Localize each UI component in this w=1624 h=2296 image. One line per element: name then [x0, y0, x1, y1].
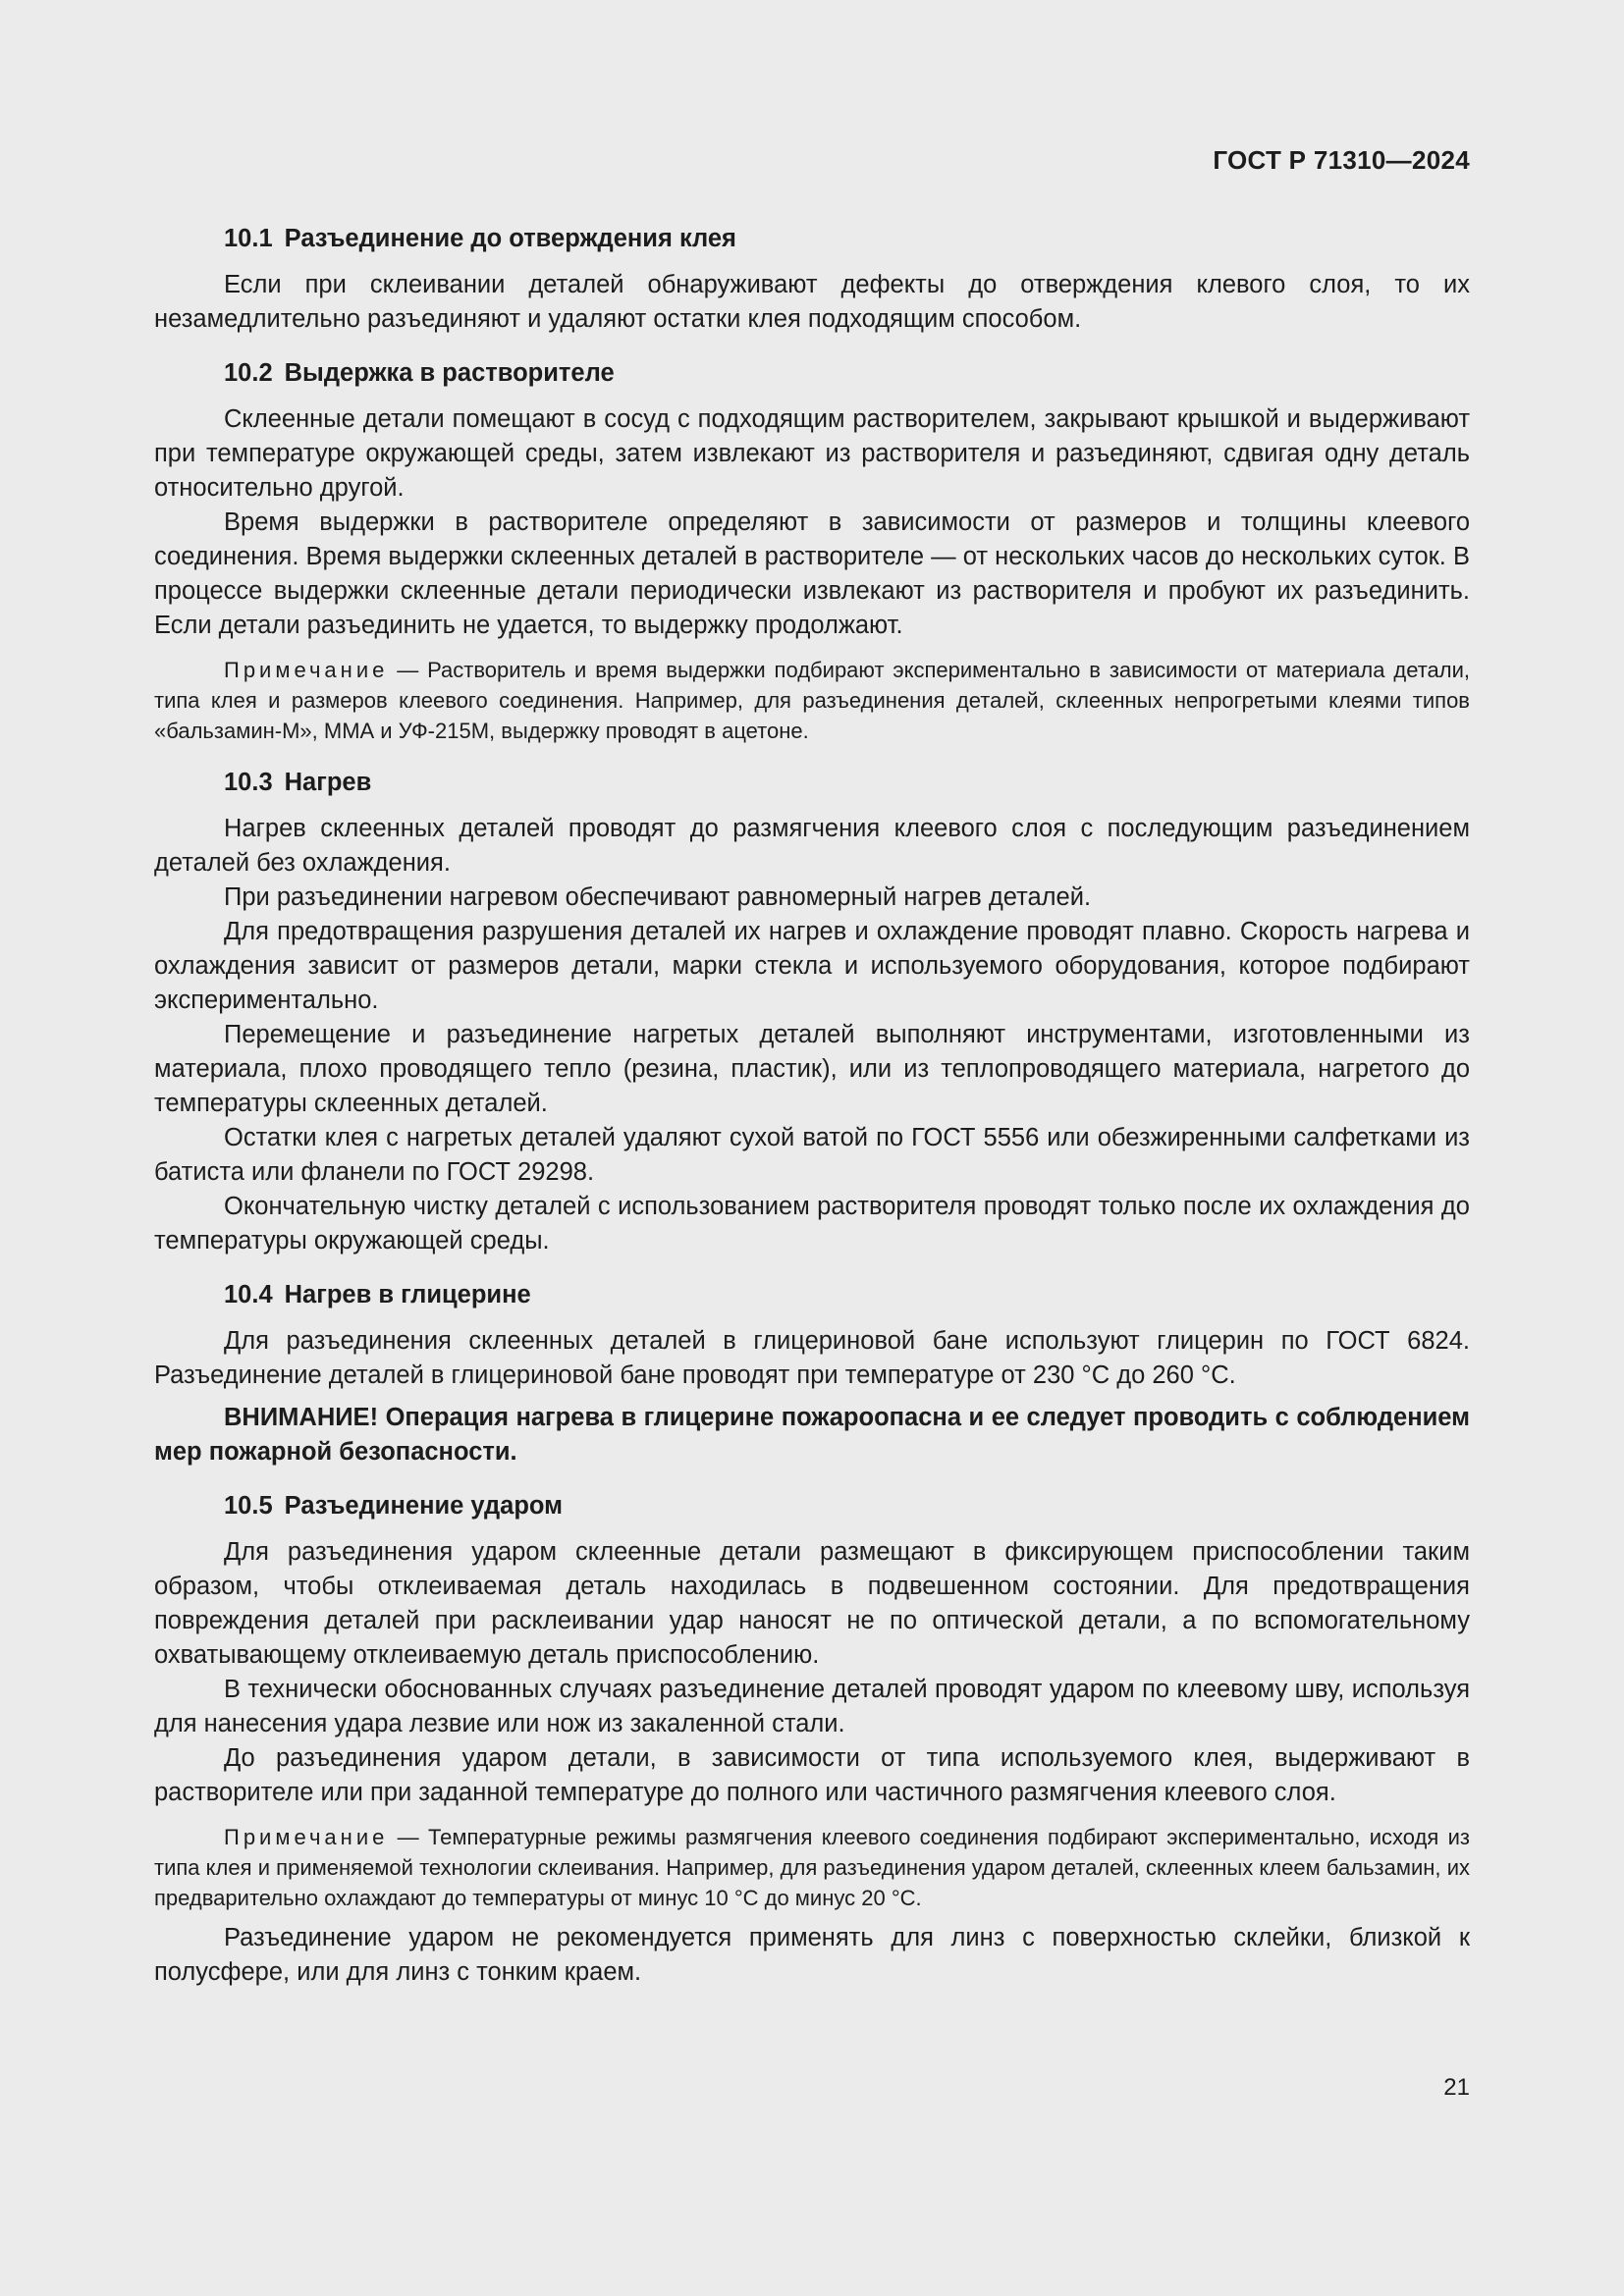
- section-title: Разъединение до отверждения клея: [284, 225, 736, 252]
- section-number: 10.5: [224, 1492, 273, 1520]
- paragraph: Для разъединения ударом склеенные детали размещают в фиксирующем приспособлении таким образом, чтобы отклеиваемая деталь находилась в подвешенном состоянии. Для предотвращения повреждения деталей при расклеивании удар наносят не по оптической детали, а по вспомогательному охватывающему отклеиваемую деталь приспособлению.: [154, 1538, 1470, 1669]
- paragraph: Склеенные детали помещают в сосуд с подходящим растворителем, закрывают крышкой и выдерживают при температуре окружающей среды, затем извлекают из растворителя и разъединяют, сдвигая одну деталь относительно другой.: [154, 405, 1470, 502]
- paragraph: Перемещение и разъединение нагретых деталей выполняют инструментами, изготовленными из материала, плохо проводящего тепло (резина, пластик), или из теплопроводящего материала, нагретого до температуры склеенных деталей.: [154, 1021, 1470, 1117]
- paragraph: Если при склеивании деталей обнаруживают дефекты до отверждения клевого слоя, то их незамедлительно разъединяют и удаляют остатки клея подходящим способом.: [154, 271, 1470, 333]
- note-label: Примечание: [224, 658, 389, 682]
- paragraph: При разъединении нагревом обеспечивают равномерный нагрев деталей.: [224, 883, 1092, 911]
- document-body: [154, 222, 1470, 1990]
- note-text: — Растворитель и время выдержки подбирают экспериментально в зависимости от материала детали, типа клея и размеров клеевого соединения. Например, для разъединения деталей, склеенных непрогретыми клеями типов «бальзамин-М», ММА и УФ-215М, выдержку проводят в ацетоне.: [154, 658, 1470, 743]
- section-number: 10.2: [224, 359, 273, 387]
- document-header: ГОСТ Р 71310—2024: [1213, 145, 1470, 175]
- note: [154, 1822, 1470, 1913]
- section-heading: [154, 766, 1470, 800]
- page-number: 21: [1443, 2074, 1470, 2101]
- note: [154, 655, 1470, 746]
- section-heading: [154, 1489, 1470, 1523]
- paragraph: Время выдержки в растворителе определяют в зависимости от размеров и толщины клеевого соединения. Время выдержки склеенных деталей в растворителе — от нескольких часов до нескольких суток. В процессе выдержки склеенные детали периодически извлекают из растворителя и пробуют их разъединить. Если детали разъединить не удается, то выдержку продолжают.: [154, 508, 1470, 639]
- paragraph: В технически обоснованных случаях разъединение деталей проводят ударом по клеевому шву, используя для нанесения удара лезвие или нож из закаленной стали.: [154, 1676, 1470, 1737]
- section-number: 10.4: [224, 1281, 273, 1308]
- document-page: [154, 0, 1470, 2296]
- section-title: Нагрев в глицерине: [284, 1281, 531, 1308]
- paragraph: Для разъединения склеенных деталей в глицериновой бане используют глицерин по ГОСТ 6824. Разъединение деталей в глицериновой бане проводят при температуре от 230 °С до 260 °С.: [154, 1327, 1470, 1389]
- section-title: Выдержка в растворителе: [284, 359, 615, 387]
- note-label: Примечание: [224, 1825, 389, 1849]
- section-heading: [154, 1278, 1470, 1312]
- note-text: — Температурные режимы размягчения клеевого соединения подбирают экспериментально, исходя из типа клея и применяемой технологии склеивания. Например, для разъединения ударом деталей, склеенных клеем бальзамин, их предварительно охлаждают до температуры от минус 10 °С до минус 20 °С.: [154, 1825, 1470, 1910]
- section-heading: [154, 356, 1470, 391]
- section-number: 10.1: [224, 225, 273, 252]
- section-number: 10.3: [224, 769, 273, 796]
- paragraph: Для предотвращения разрушения деталей их нагрев и охлаждение проводят плавно. Скорость нагрева и охлаждения зависит от размеров детали, марки стекла и используемого оборудования, которое подбирают экспериментально.: [154, 918, 1470, 1014]
- section-heading: [154, 222, 1470, 256]
- section-title: Разъединение ударом: [284, 1492, 564, 1520]
- paragraph: Разъединение ударом не рекомендуется применять для линз с поверхностью склейки, близкой к полусфере, или для линз с тонким краем.: [154, 1924, 1470, 1986]
- paragraph: Остатки клея с нагретых деталей удаляют сухой ватой по ГОСТ 5556 или обезжиренными салфетками из батиста или фланели по ГОСТ 29298.: [154, 1124, 1470, 1186]
- paragraph: До разъединения ударом детали, в зависимости от типа используемого клея, выдерживают в растворителе или при заданной температуре до полного или частичного размягчения клеевого слоя.: [154, 1744, 1470, 1806]
- section-title: Нагрев: [284, 769, 372, 796]
- paragraph: Окончательную чистку деталей с использованием растворителя проводят только после их охлаждения до температуры окружающей среды.: [154, 1193, 1470, 1255]
- warning-paragraph: ВНИМАНИЕ! Операция нагрева в глицерине пожароопасна и ее следует проводить с соблюдением мер пожарной безопасности.: [154, 1404, 1470, 1466]
- paragraph: Нагрев склеенных деталей проводят до размягчения клеевого слоя с последующим разъединением деталей без охлаждения.: [154, 815, 1470, 877]
